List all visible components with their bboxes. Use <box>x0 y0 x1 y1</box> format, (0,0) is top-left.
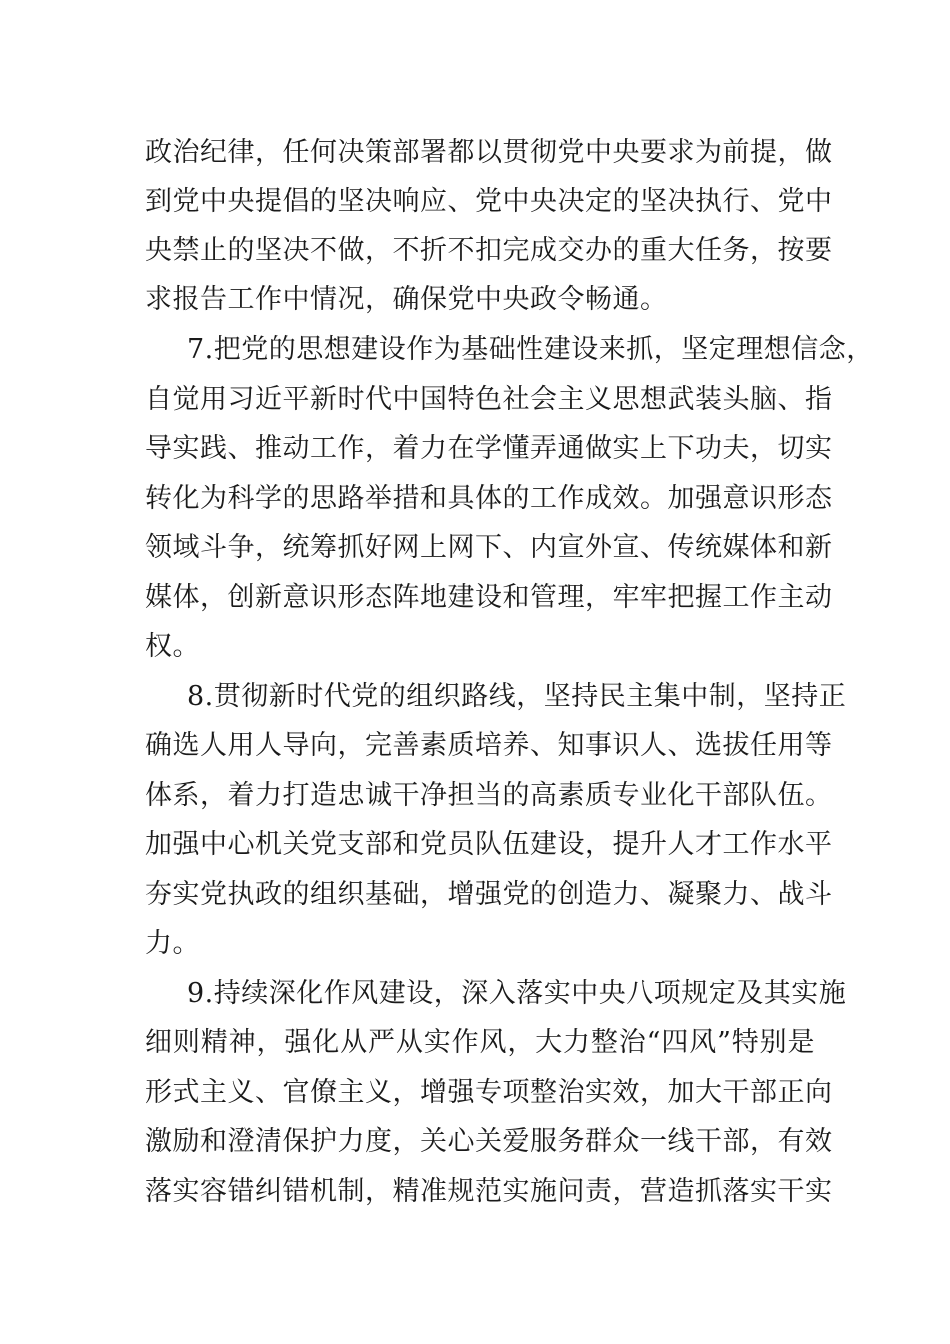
text-line: 政治纪律，任何决策部署都以贯彻党中央要求为前提，做 <box>145 137 833 168</box>
text-line: 激励和澄清保护力度，关心关爱服务群众一线干部，有效 <box>145 1126 833 1157</box>
text-line: 媒体，创新意识形态阵地建设和管理，牢牢把握工作主动 <box>145 582 833 613</box>
text-line: 确选人用人导向，完善素质培养、知事识人、选拔任用等 <box>145 730 833 761</box>
text-line: 形式主义、官僚主义，增强专项整治实效，加大干部正向 <box>145 1077 833 1108</box>
text-line: 体系，着力打造忠诚干净担当的高素质专业化干部队伍。 <box>145 780 833 811</box>
paragraph-9-start: 9.持续深化作风建设，深入落实中央八项规定及其实施 <box>187 978 847 1009</box>
text-line: 加强中心机关党支部和党员队伍建设，提升人才工作水平 <box>145 829 833 860</box>
text-line: 权。 <box>145 631 200 662</box>
text-line: 导实践、推动工作，着力在学懂弄通做实上下功夫，切实 <box>145 433 833 464</box>
text-line: 求报告工作中情况，确保党中央政令畅通。 <box>145 284 668 315</box>
text-line: 到党中央提倡的坚决响应、党中央决定的坚决执行、党中 <box>145 186 833 217</box>
text-line: 落实容错纠错机制，精准规范实施问责，营造抓落实干实 <box>145 1176 833 1207</box>
text-line: 转化为科学的思路举措和具体的工作成效。加强意识形态 <box>145 483 833 514</box>
paragraph-8-start: 8.贯彻新时代党的组织路线，坚持民主集中制，坚持正 <box>187 681 847 712</box>
text-line: 领域斗争，统筹抓好网上网下、内宣外宣、传统媒体和新 <box>145 532 833 563</box>
text-line: 力。 <box>145 928 200 959</box>
paragraph-7-start: 7.把党的思想建设作为基础性建设来抓，坚定理想信念， <box>187 334 874 365</box>
text-line: 夯实党执政的组织基础，增强党的创造力、凝聚力、战斗 <box>145 879 833 910</box>
text-line: 自觉用习近平新时代中国特色社会主义思想武装头脑、指 <box>145 384 833 415</box>
text-line: 细则精神，强化从严从实作风，大力整治“四风”特别是 <box>145 1027 815 1058</box>
text-line: 央禁止的坚决不做，不折不扣完成交办的重大任务，按要 <box>145 235 833 266</box>
